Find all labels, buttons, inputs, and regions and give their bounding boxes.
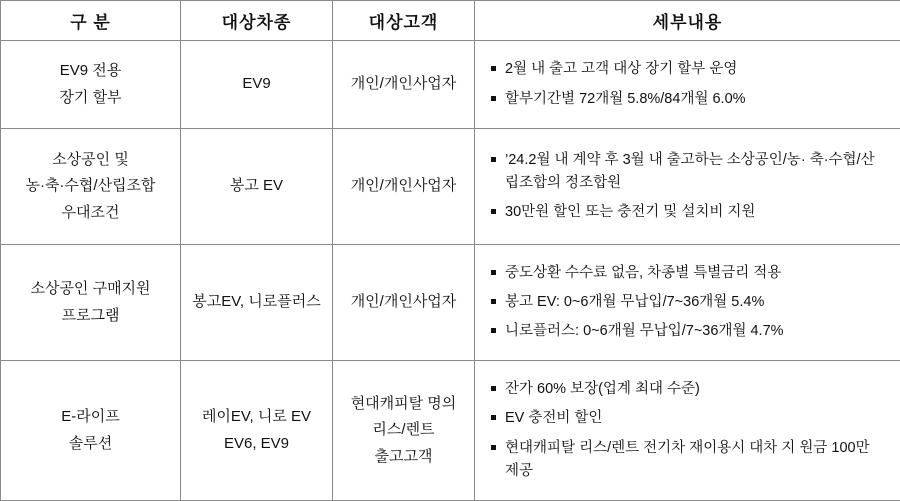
list-item: 30만원 할인 또는 충전기 및 설치비 지원 <box>491 201 886 224</box>
cell-details <box>475 129 900 245</box>
column-header-details: 세부내용 <box>475 1 900 41</box>
list-item: 중도상환 수수료 없음, 차종별 특별금리 적용 <box>491 262 886 285</box>
table-row <box>1 41 900 129</box>
list-item: ’24.2월 내 계약 후 3월 내 출고하는 소상공인/농· 축·수협/산립조합의 정조합원 <box>491 149 886 195</box>
details-list <box>491 58 886 110</box>
table-row <box>1 361 900 501</box>
cell-customer: 현대캐피탈 명의 리스/렌트 출고고객 <box>333 361 475 501</box>
cell-category: 소상공인 및 농·축·수협/산립조합 우대조건 <box>1 129 181 245</box>
list-item: EV 충전비 할인 <box>491 407 886 430</box>
cell-car-model: 봉고EV, 니로플러스 <box>181 245 333 361</box>
list-item: 니로플러스: 0~6개월 무납입/7~36개월 4.7% <box>491 320 886 343</box>
cell-customer: 개인/개인사업자 <box>333 41 475 129</box>
list-item: 현대캐피탈 리스/렌트 전기차 재이용시 대차 지 원금 100만 제공 <box>491 437 886 483</box>
cell-details <box>475 361 900 501</box>
cell-category: EV9 전용 장기 할부 <box>1 41 181 129</box>
cell-car-model: EV9 <box>181 41 333 129</box>
details-list <box>491 378 886 483</box>
table-row <box>1 129 900 245</box>
table-header-row <box>1 1 900 41</box>
cell-customer: 개인/개인사업자 <box>333 245 475 361</box>
cell-car-model: 봉고 EV <box>181 129 333 245</box>
list-item: 2월 내 출고 고객 대상 장기 할부 운영 <box>491 58 886 81</box>
list-item: 할부기간별 72개월 5.8%/84개월 6.0% <box>491 88 886 111</box>
column-header-car-model: 대상차종 <box>181 1 333 41</box>
details-list <box>491 149 886 225</box>
details-list <box>491 262 886 344</box>
cell-details <box>475 41 900 129</box>
column-header-customer: 대상고객 <box>333 1 475 41</box>
list-item: 잔가 60% 보장(업계 최대 수준) <box>491 378 886 401</box>
cell-details <box>475 245 900 361</box>
cell-car-model: 레이EV, 니로 EV EV6, EV9 <box>181 361 333 501</box>
cell-category: 소상공인 구매지원 프로그램 <box>1 245 181 361</box>
cell-category: E-라이프 솔루션 <box>1 361 181 501</box>
list-item: 봉고 EV: 0~6개월 무납입/7~36개월 5.4% <box>491 291 886 314</box>
cell-customer: 개인/개인사업자 <box>333 129 475 245</box>
table-row <box>1 245 900 361</box>
column-header-category: 구 분 <box>1 1 181 41</box>
